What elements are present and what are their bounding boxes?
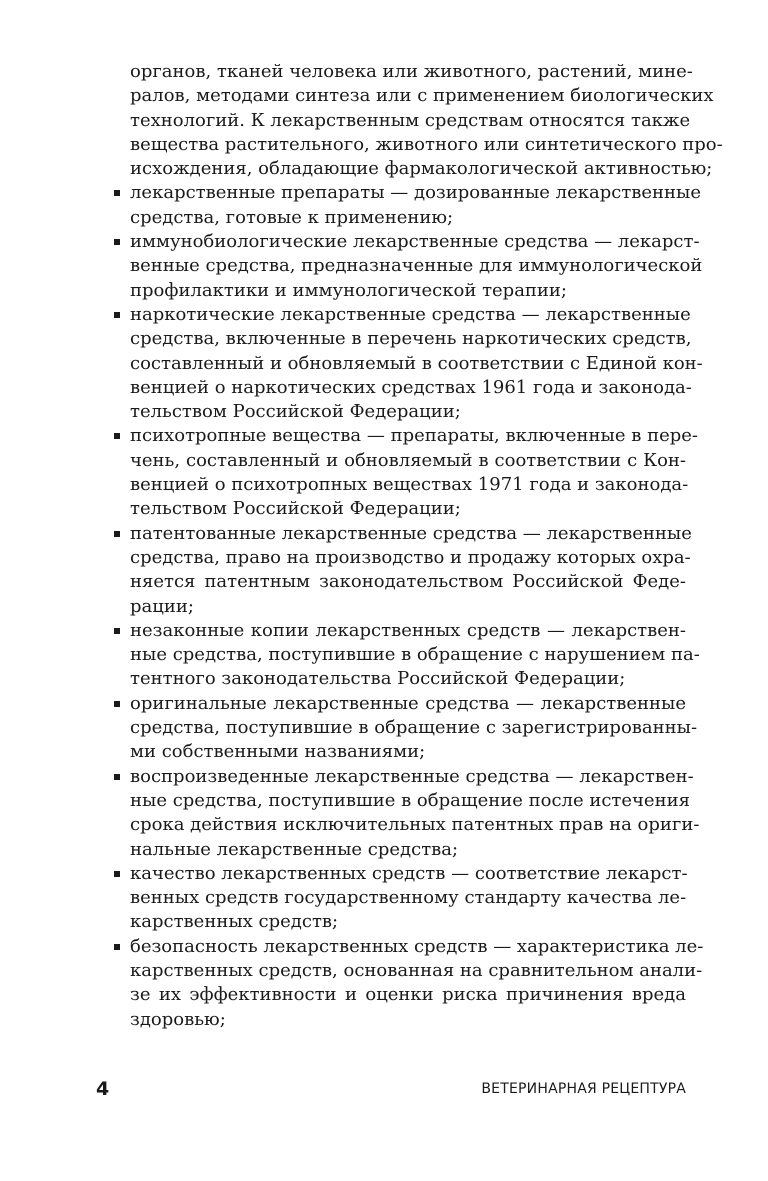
- text-line: патентованные лекарственные средства — лекарственные: [130, 522, 692, 544]
- text-line: карственных средств;: [130, 911, 339, 933]
- bullet-icon: [114, 871, 120, 877]
- text-line: иммунобиологические лекарственные средства — лекарст-: [130, 231, 700, 253]
- text-line: средства, готовые к применению;: [130, 206, 454, 228]
- text-line: тельством Российской Федерации;: [130, 401, 461, 423]
- text-line: карственных средств, основанная на сравнительном анали-: [130, 959, 703, 981]
- list-item: [114, 181, 702, 230]
- text-line: воспроизведенные лекарственные средства — лекарствен-: [130, 765, 694, 787]
- text-line: средства, поступившие в обращение с зарегистрированны-: [130, 717, 698, 739]
- text-line: зе их эффективности и оценки риска причинения вреда: [130, 984, 686, 1006]
- text-line: профилактики и иммунологической терапии;: [130, 279, 567, 301]
- text-line: срока действия исключительных патентных прав на ориги-: [130, 814, 700, 836]
- text-line: незаконные копии лекарственных средств — лекарствен-: [130, 619, 686, 641]
- text-line: тельством Российской Федерации;: [130, 498, 461, 520]
- page-number: 4: [96, 1078, 110, 1100]
- bullet-icon: [114, 701, 120, 707]
- bullet-icon: [114, 774, 120, 780]
- list-item: [114, 424, 698, 521]
- text-line: психотропные вещества — препараты, включенные в пере-: [130, 425, 698, 447]
- page-body: [114, 60, 723, 1032]
- text-line: няется патентным законодательством Российской Феде-: [130, 571, 686, 593]
- bullet-icon: [114, 312, 120, 318]
- text-line: составленный и обновляемый в соответствии с Единой кон-: [130, 352, 703, 374]
- list-item: [114, 230, 703, 303]
- text-line: здоровью;: [130, 1008, 226, 1030]
- list-item: [114, 862, 686, 935]
- bullet-icon: [114, 628, 120, 634]
- text-line: венные средства, предназначенные для иммунологической: [130, 255, 703, 277]
- text-line: исхождения, обладающие фармакологической активностью;: [130, 158, 713, 180]
- text-line: безопасность лекарственных средств — характеристика ле-: [130, 935, 704, 957]
- text-line: средства, включенные в перечень наркотических средств,: [130, 328, 692, 350]
- list-item: [114, 935, 704, 1032]
- bullet-icon: [114, 433, 120, 439]
- intro-paragraph: [114, 60, 723, 181]
- text-line: тентного законодательства Российской Федерации;: [130, 668, 626, 690]
- text-line: венных средств государственному стандарту качества ле-: [130, 887, 687, 909]
- bullet-icon: [114, 531, 120, 537]
- list-item: [114, 522, 692, 619]
- text-line: ные средства, поступившие в обращение после истечения: [130, 789, 690, 811]
- bullet-icon: [114, 944, 120, 950]
- text-line: ралов, методами синтеза или с применением биологических: [130, 85, 714, 107]
- text-line: средства, право на производство и продажу которых охра-: [130, 546, 691, 568]
- text-line: лекарственные препараты — дозированные лекарственные: [130, 182, 702, 204]
- running-title: ВЕТЕРИНАРНАЯ РЕЦЕПТУРА: [481, 1081, 686, 1097]
- page-footer: [96, 1078, 686, 1102]
- list-item: [114, 619, 700, 692]
- list-item: [114, 303, 703, 424]
- text-line: ми собственными названиями;: [130, 741, 426, 763]
- text-line: технологий. К лекарственным средствам относятся также: [130, 109, 691, 131]
- text-line: качество лекарственных средств — соответствие лекарст-: [130, 862, 688, 884]
- text-line: ные средства, поступившие в обращение с нарушением па-: [130, 644, 700, 666]
- text-line: чень, составленный и обновляемый в соответствии с Кон-: [130, 449, 686, 471]
- list-item: [114, 692, 698, 765]
- text-line: нальные лекарственные средства;: [130, 838, 459, 860]
- list-item: [114, 765, 700, 862]
- text-line: рации;: [130, 595, 194, 617]
- bullet-icon: [114, 190, 120, 196]
- text-line: органов, тканей человека или животного, растений, мине-: [130, 61, 693, 82]
- text-line: наркотические лекарственные средства — лекарственные: [130, 303, 691, 325]
- text-line: венцией о наркотических средствах 1961 года и законода-: [130, 376, 692, 398]
- text-line: оригинальные лекарственные средства — лекарственные: [130, 692, 686, 714]
- text-line: венцией о психотропных веществах 1971 года и законода-: [130, 474, 689, 496]
- bullet-icon: [114, 239, 120, 245]
- text-line: вещества растительного, животного или синтетического про-: [130, 133, 723, 155]
